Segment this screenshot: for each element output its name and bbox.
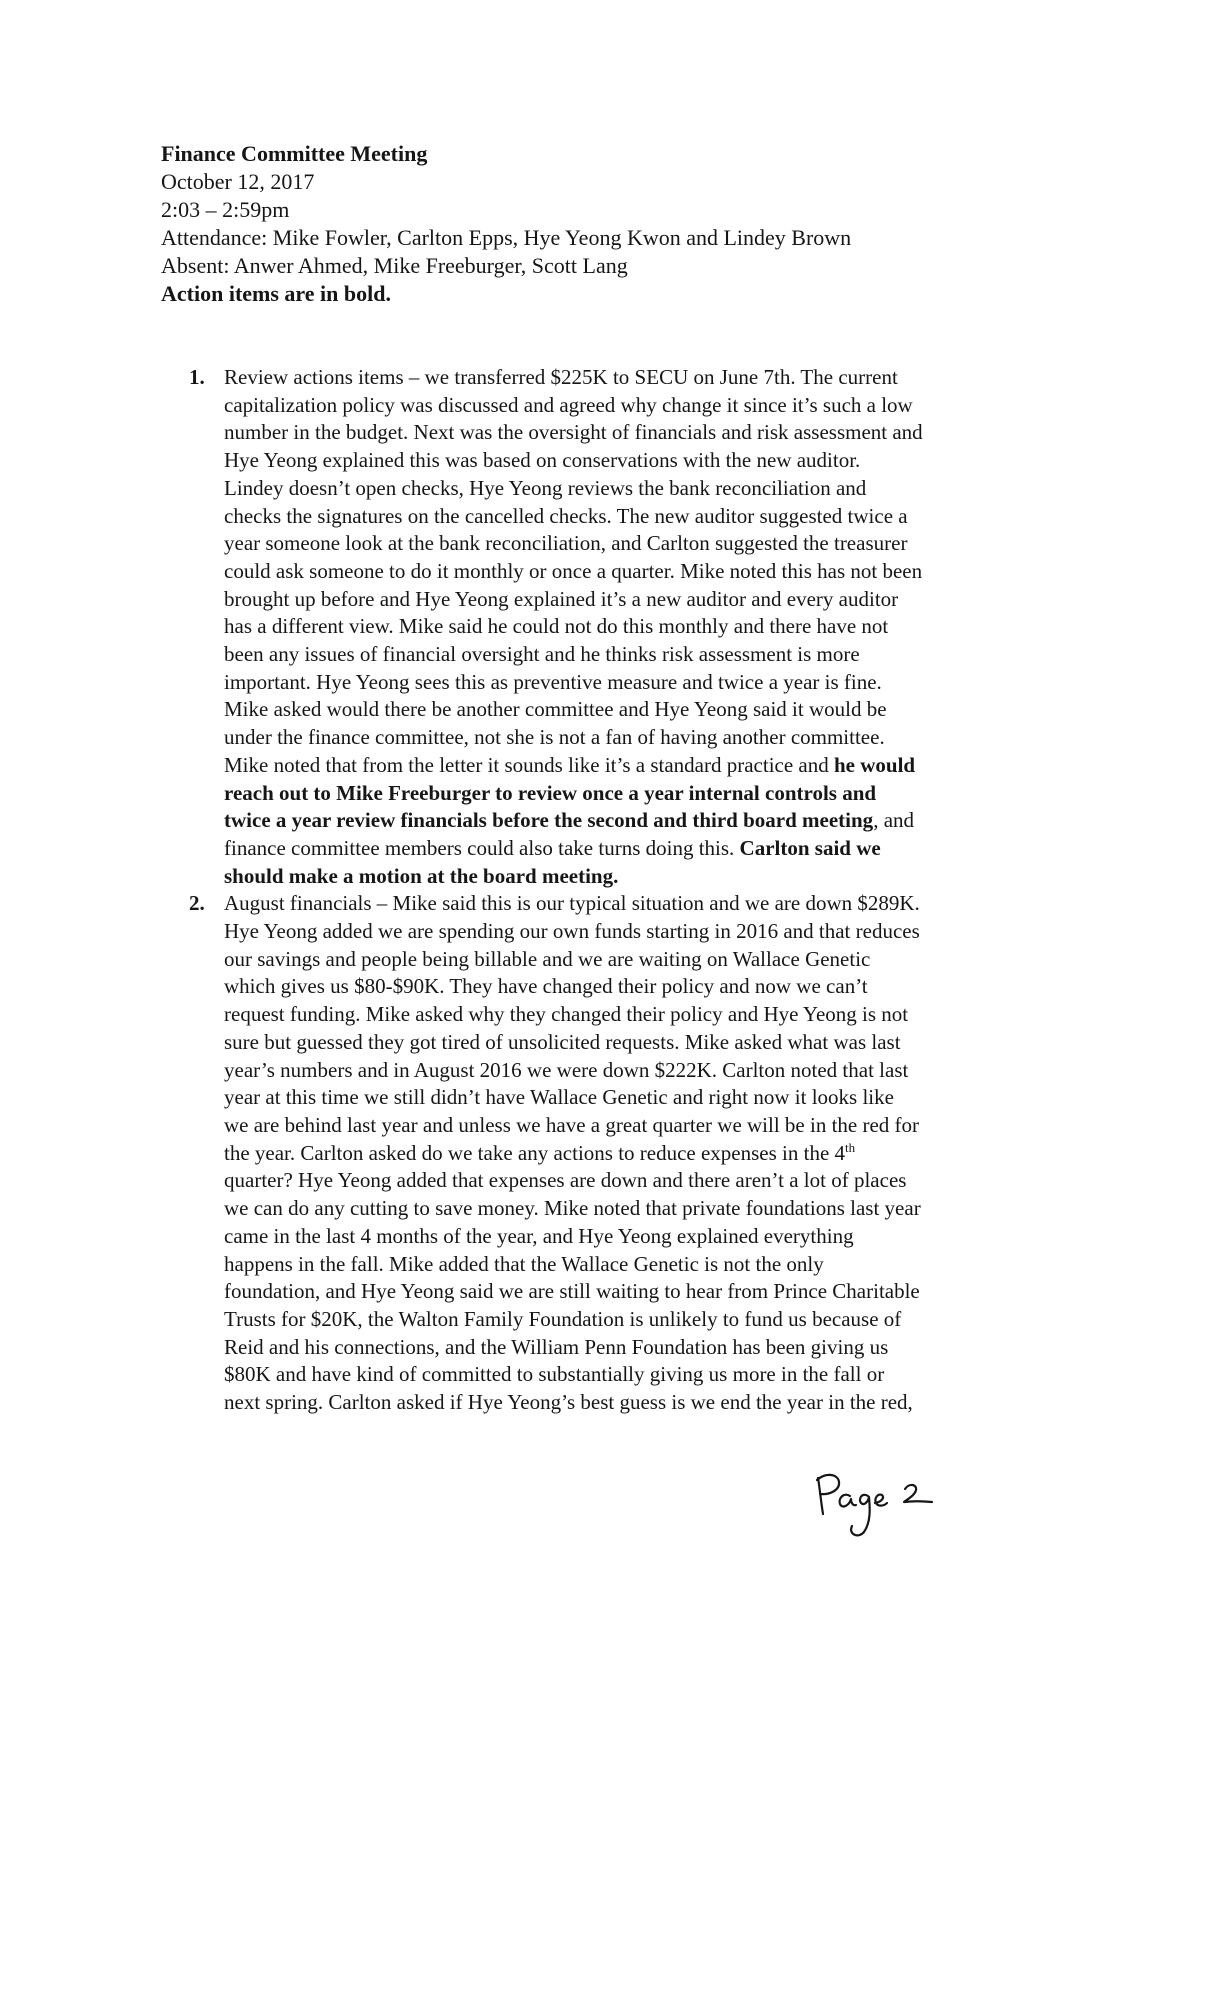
text-line: year someone look at the bank reconciliation, and Carlton suggested the treasurer [224,531,908,556]
text-line: capitalization policy was discussed and agreed why change it since it’s such a low [224,392,913,417]
text-line [224,863,1059,891]
text-line [224,835,1059,863]
handwritten-page-number [808,1468,948,1548]
action-item-text: should make a motion at the board meeting. [224,863,619,888]
text-line: Hye Yeong explained this was based on conservations with the new auditor. [224,448,861,473]
text-line: checks the signatures on the cancelled checks. The new auditor suggested twice a [224,503,908,528]
action-item-text: twice a year review financials before the second and third board meeting [224,808,874,833]
text-line: happens in the fall. Mike added that the Wallace Genetic is not the only [224,1251,824,1276]
action-item-text: Carlton said we [739,835,881,860]
ordinal-suffix: th [845,1139,856,1155]
text-line: could ask someone to do it monthly or once a quarter. Mike noted this has not been [224,558,923,583]
agenda-item-1 [189,364,1059,890]
absent-line: Absent: Anwer Ahmed, Mike Freeburger, Scott Lang [161,253,628,278]
text-line [224,752,1059,780]
action-item-text: he would [834,752,916,777]
text-line: important. Hye Yeong sees this as preventive measure and twice a year is fine. [224,669,882,694]
item-text [224,364,1059,890]
text-line: has a different view. Mike said he could not do this monthly and there have not [224,614,889,639]
item-number: 1. [189,365,205,389]
item-number: 2. [189,891,205,916]
text-line: been any issues of financial oversight and he thinks risk assessment is more [224,642,860,667]
meeting-date: October 12, 2017 [161,169,315,194]
text-line: we are behind last year and unless we have a great quarter we will be in the red for [224,1112,920,1137]
text-line: under the finance committee, not she is not a fan of having another committee. [224,725,885,750]
text-line: Hye Yeong added we are spending our own funds starting in 2016 and that reduces [224,919,920,944]
text-line: request funding. Mike asked why they changed their policy and Hye Yeong is not [224,1002,909,1027]
text-line: August financials – Mike said this is our typical situation and we are down $289K. [224,891,920,916]
line-segment: , and [873,808,915,833]
line-segment: the year. Carlton asked do we take any actions to reduce expenses in the 4 [224,1140,846,1165]
text-line: which gives us $80-$90K. They have changed their policy and now we can’t [224,974,868,999]
text-line: sure but guessed they got tired of unsolicited requests. Mike asked what was last [224,1029,901,1054]
text-line: quarter? Hye Yeong added that expenses are down and there aren’t a lot of places [224,1168,907,1193]
text-line: we can do any cutting to save money. Mike noted that private foundations last year [224,1196,921,1221]
text-line [224,780,1059,808]
attendance-line: Attendance: Mike Fowler, Carlton Epps, Hye Yeong Kwon and Lindey Brown [161,225,852,250]
text-line: year’s numbers and in August 2016 we were down $222K. Carlton noted that last [224,1057,909,1082]
text-line: Trusts for $20K, the Walton Family Foundation is unlikely to fund us because of [224,1306,902,1331]
meeting-title: Finance Committee Meeting [161,141,428,166]
text-line [224,1140,1059,1168]
text-line: came in the last 4 months of the year, and Hye Yeong explained everything [224,1223,854,1248]
line-segment: finance committee members could also take turns doing this. [224,835,740,860]
text-line: Mike asked would there be another committee and Hye Yeong said it would be [224,697,887,722]
action-item-text: reach out to Mike Freeburger to review once a year internal controls and [224,780,877,805]
action-items-note: Action items are in bold. [161,281,391,306]
text-line: brought up before and Hye Yeong explained it’s a new auditor and every auditor [224,586,899,611]
item-text [224,890,1059,1416]
meeting-time: 2:03 – 2:59pm [161,197,290,222]
agenda-item-2 [189,890,1059,1416]
text-line: Review actions items – we transferred $225K to SECU on June 7th. The current [224,365,898,389]
text-line: Lindey doesn’t open checks, Hye Yeong reviews the bank reconciliation and [224,475,867,500]
text-line: year at this time we still didn’t have Wallace Genetic and right now it looks like [224,1085,894,1110]
line-segment: Mike noted that from the letter it sounds like it’s a standard practice and [224,752,834,777]
text-line: foundation, and Hye Yeong said we are still waiting to hear from Prince Charitable [224,1279,920,1304]
text-line: number in the budget. Next was the oversight of financials and risk assessment and [224,420,923,445]
text-line: $80K and have kind of committed to substantially giving us more in the fall or [224,1362,885,1387]
text-line: next spring. Carlton asked if Hye Yeong’s best guess is we end the year in the red, [224,1390,913,1415]
text-line [224,807,1059,835]
agenda-items-list [189,364,1059,1417]
meeting-header [161,140,1061,308]
text-line: Reid and his connections, and the William Penn Foundation has been giving us [224,1334,889,1359]
text-line: our savings and people being billable and we are waiting on Wallace Genetic [224,946,871,971]
page-2-handwriting [808,1468,948,1548]
